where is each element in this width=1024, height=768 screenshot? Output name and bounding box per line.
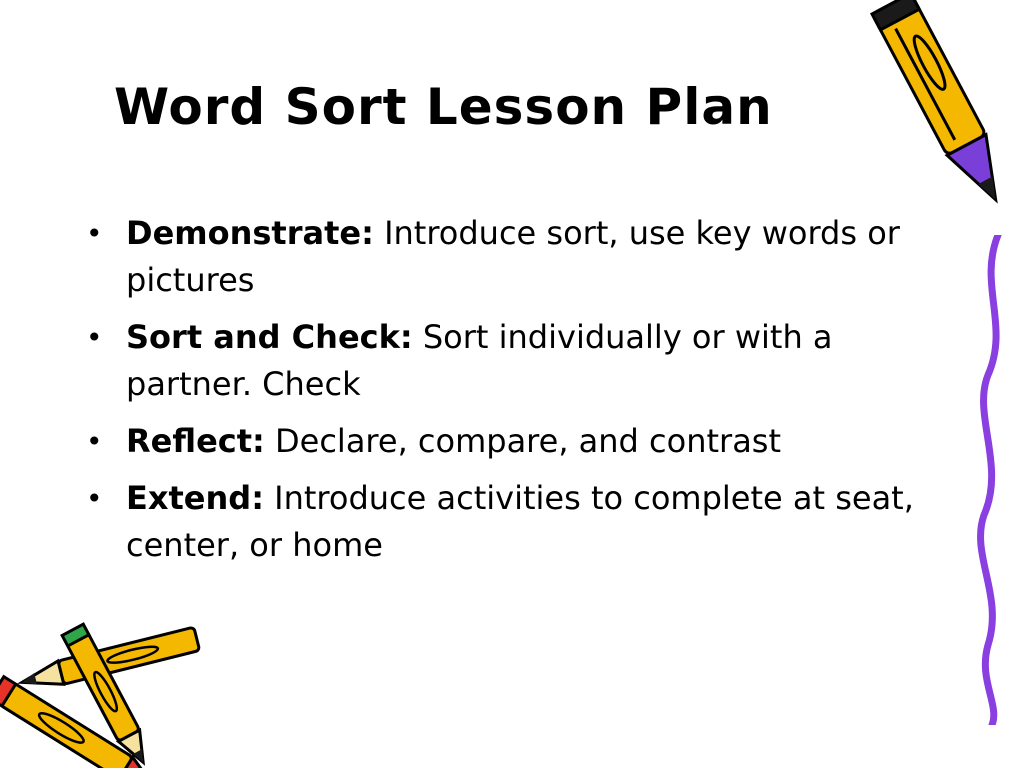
pencil-icon (850, 0, 1010, 250)
slide-title: Word Sort Lesson Plan (114, 78, 773, 136)
bullet-marker: • (86, 321, 103, 354)
bullet-marker: • (86, 425, 103, 458)
bullet-term: Sort and Check: (126, 318, 413, 356)
bullet-marker: • (86, 482, 103, 515)
wavy-ribbon (970, 235, 1020, 725)
bullet-item-reflect (86, 418, 926, 465)
bullet-marker: • (86, 217, 103, 250)
bullet-term: Reflect: (126, 422, 265, 460)
bullet-list (86, 210, 926, 579)
bullet-term: Demonstrate: (126, 214, 374, 252)
bullet-item-extend (86, 475, 926, 569)
bullet-text: Introduce sort, use key words or pictures (126, 214, 900, 299)
bullet-item-demonstrate (86, 210, 926, 304)
bullet-text: Declare, compare, and contrast (275, 422, 782, 460)
bullet-text: Introduce activities to complete at seat, center, or home (126, 479, 914, 564)
bullet-text: Sort individually or with a partner. Check (126, 318, 833, 403)
bullet-item-sort-and-check (86, 314, 926, 408)
crossed-pencils-icon (0, 615, 220, 768)
bullet-term: Extend: (126, 479, 264, 517)
